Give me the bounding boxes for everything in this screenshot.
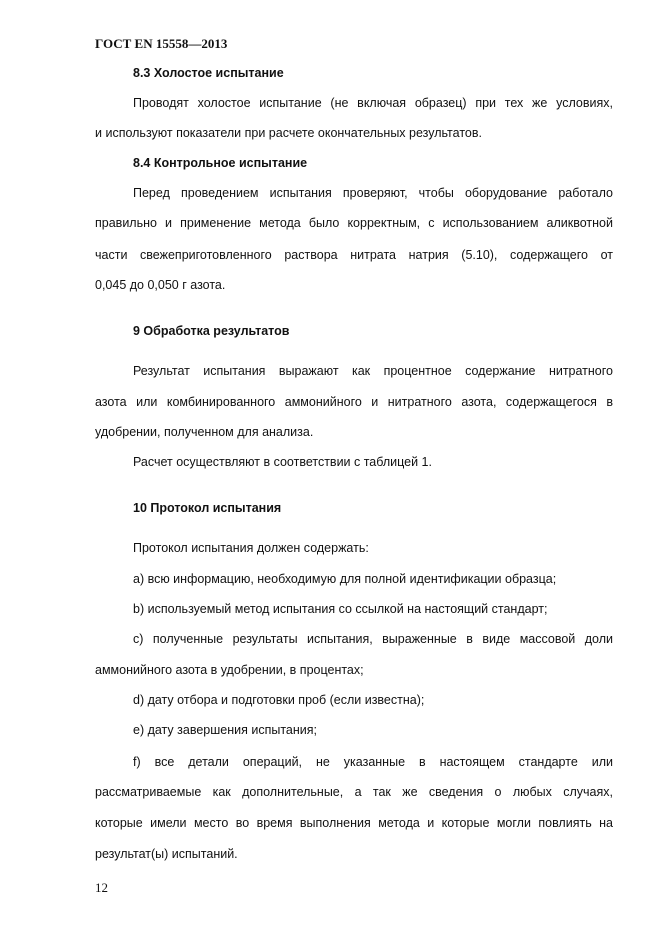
list-intro: Протокол испытания должен содержать: [133, 541, 369, 555]
list-item-d: d) дату отбора и подготовки проб (если известна); [133, 693, 425, 707]
paragraph-line: азота или комбинированного аммонийного и нитратного азота, содержащегося в [95, 395, 613, 409]
list-item-c-continued: аммонийного азота в удобрении, в процентах; [95, 663, 364, 677]
document-header: ГОСТ EN 15558—2013 [95, 36, 228, 51]
section-heading-9: 9 Обработка результатов [133, 324, 290, 338]
list-item-a: а) всю информацию, необходимую для полной идентификации образца; [133, 572, 557, 586]
list-item-c: c) полученные результаты испытания, выраженные в виде массовой доли [133, 632, 613, 646]
section-heading-8-4: 8.4 Контрольное испытание [133, 156, 308, 170]
list-item-f-continued: рассматриваемые как дополнительные, а так же сведения о любых случаях, [95, 785, 613, 799]
list-item-f-continued: которые имели место во время выполнения метода и которые могли повлиять на [95, 816, 613, 830]
paragraph-line: Расчет осуществляют в соответствии с таблицей 1. [133, 455, 432, 469]
list-item-e: e) дату завершения испытания; [133, 723, 317, 737]
paragraph-line: удобрении, полученном для анализа. [95, 425, 314, 439]
list-item-f-continued: результат(ы) испытаний. [95, 847, 238, 861]
paragraph-line: части свежеприготовленного раствора нитрата натрия (5.10), содержащего от [95, 248, 613, 262]
paragraph-line: правильно и применение метода было корректным, с использованием аликвотной [95, 216, 613, 230]
page-number: 12 [95, 880, 108, 895]
paragraph-line: Результат испытания выражают как процентное содержание нитратного [133, 364, 613, 378]
list-item-f: f) все детали операций, не указанные в настоящем стандарте или [133, 755, 613, 769]
paragraph-line: Проводят холостое испытание (не включая образец) при тех же условиях, [133, 96, 613, 110]
paragraph-line: и используют показатели при расчете окончательных результатов. [95, 126, 482, 140]
paragraph-line: 0,045 до 0,050 г азота. [95, 278, 226, 292]
section-heading-10: 10 Протокол испытания [133, 501, 282, 515]
paragraph-line: Перед проведением испытания проверяют, чтобы оборудование работало [133, 186, 613, 200]
list-item-b: b) используемый метод испытания со ссылкой на настоящий стандарт; [133, 602, 548, 616]
section-heading-8-3: 8.3 Холостое испытание [133, 66, 284, 80]
